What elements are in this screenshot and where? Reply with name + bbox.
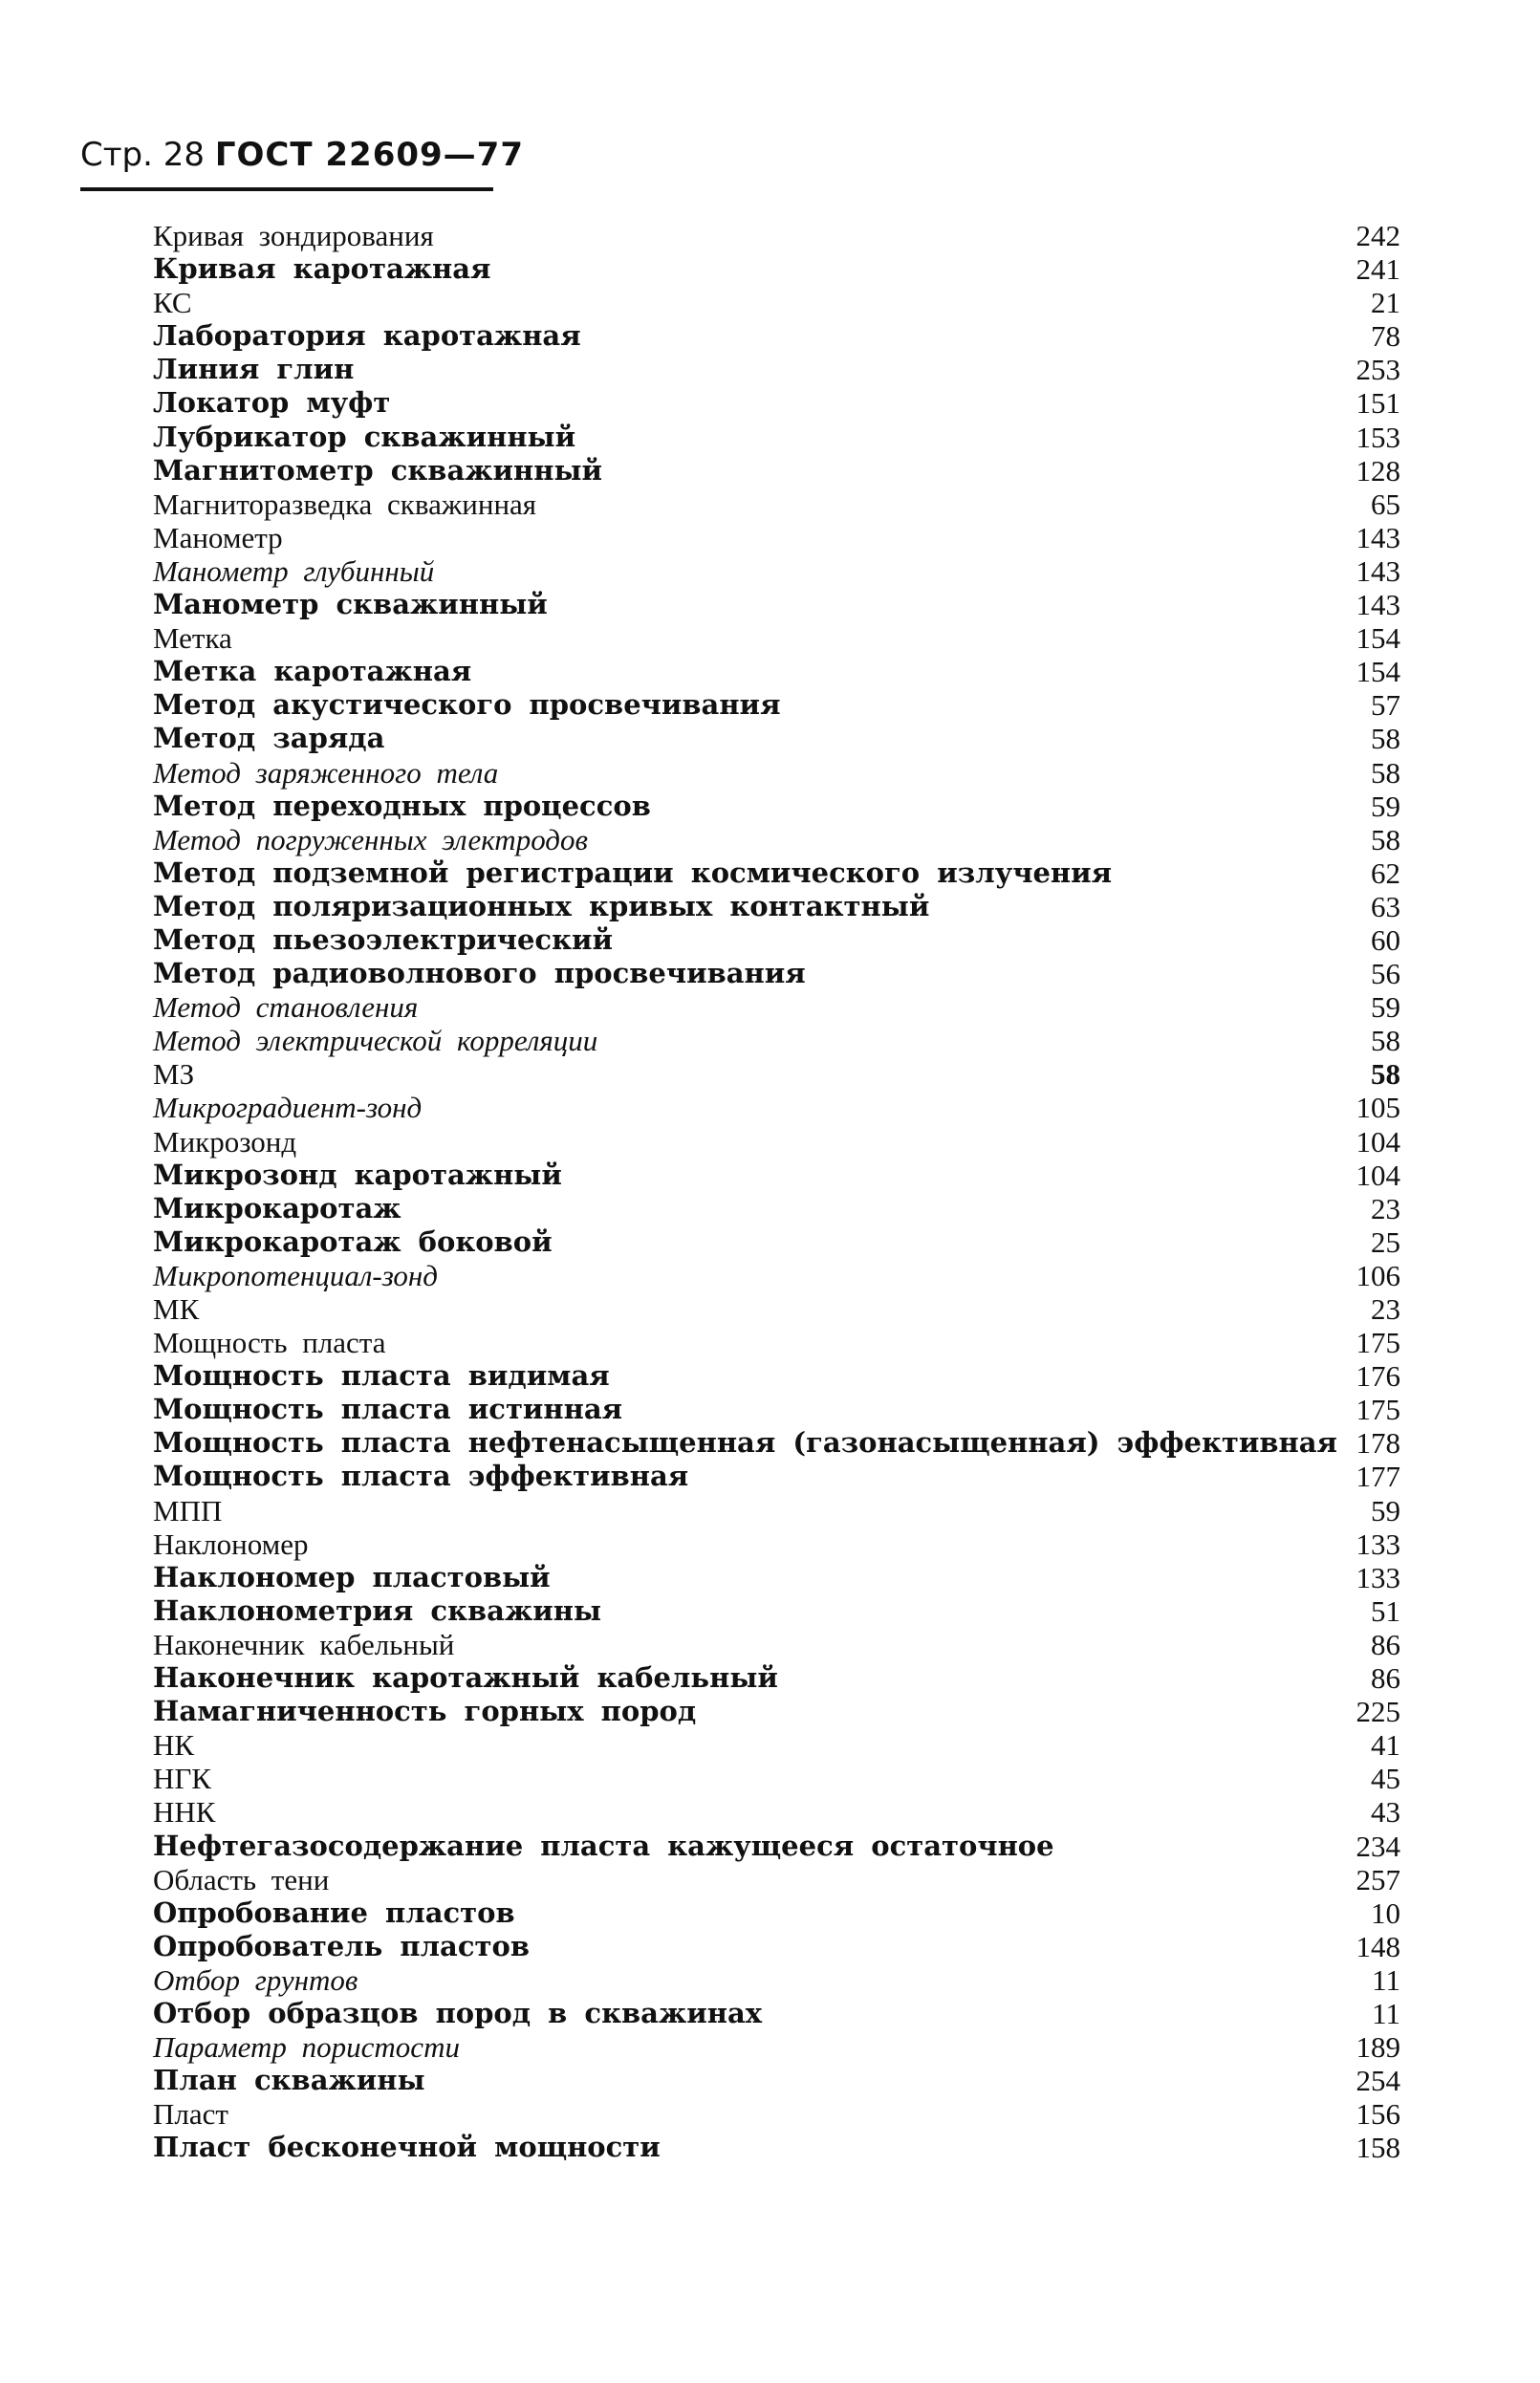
index-page-number: 45: [1371, 1762, 1400, 1796]
page-header: [80, 134, 524, 176]
index-page-number: 104: [1356, 1158, 1400, 1192]
index-page-number: 59: [1371, 789, 1400, 823]
index-entry: [153, 1259, 1400, 1292]
index-page-number: 21: [1371, 286, 1400, 320]
index-term: Микрокаротаж: [153, 1191, 401, 1224]
index-page-number: 241: [1356, 252, 1400, 287]
index-entry: [153, 957, 1400, 990]
term-index-list: [153, 219, 1400, 2164]
index-page-number: 41: [1371, 1728, 1400, 1763]
index-entry: [153, 790, 1400, 823]
index-term: Метод становления: [153, 990, 419, 1025]
page-number-label: Стр. 28: [80, 136, 206, 174]
index-entry: [153, 688, 1400, 722]
index-page-number: 105: [1356, 1091, 1400, 1125]
index-term: Мощность пласта видимая: [153, 1359, 610, 1393]
index-term: Магнитометр скважинный: [153, 453, 603, 487]
index-page-number: 242: [1356, 219, 1400, 252]
index-entry: [153, 1225, 1400, 1259]
index-page-number: 133: [1356, 1560, 1400, 1594]
index-term: Мощность пласта эффективная: [153, 1460, 689, 1493]
index-term: КС: [153, 286, 192, 320]
index-entry: [153, 1359, 1400, 1393]
index-term: Наконечник каротажный кабельный: [153, 1661, 778, 1695]
index-page-number: 254: [1356, 2064, 1400, 2098]
index-page-number: 57: [1371, 688, 1400, 723]
index-term: Отбор грунтов: [153, 1962, 358, 1997]
index-page-number: 156: [1356, 2097, 1400, 2132]
index-page-number: 11: [1372, 1996, 1400, 2030]
index-term: Кривая зондирования: [153, 219, 434, 252]
index-term: МЗ: [153, 1057, 195, 1092]
index-term: НГК: [153, 1762, 211, 1796]
index-entry: [153, 2064, 1400, 2097]
index-term: Нефтегазосодержание пласта кажущееся остаточное: [153, 1829, 1054, 1862]
index-page-number: 58: [1371, 1057, 1400, 1092]
index-page-number: 189: [1356, 2030, 1400, 2065]
index-page-number: 59: [1371, 990, 1400, 1025]
index-entry: [153, 286, 1400, 319]
index-term: Манометр глубинный: [153, 553, 435, 588]
index-entry: [153, 856, 1400, 890]
index-page-number: 151: [1356, 386, 1400, 421]
index-page-number: 143: [1356, 520, 1400, 554]
index-entry: [153, 621, 1400, 655]
index-term: Лубрикатор скважинный: [153, 420, 576, 453]
index-page-number: 175: [1356, 1326, 1400, 1360]
index-term: Манометр скважинный: [153, 588, 548, 621]
index-page-number: 177: [1356, 1460, 1400, 1494]
index-entry: [153, 454, 1400, 487]
index-term: МПП: [153, 1493, 223, 1527]
index-entry: [153, 1695, 1400, 1728]
index-term: Манометр: [153, 520, 283, 554]
index-page-number: 62: [1371, 856, 1400, 890]
index-term: Отбор образцов пород в скважинах: [153, 1996, 763, 2029]
index-page-number: 58: [1371, 1024, 1400, 1058]
index-entry: [153, 1494, 1400, 1527]
index-term: Мощность пласта истинная: [153, 1393, 623, 1426]
index-term: Метод электрической корреляции: [153, 1024, 598, 1058]
index-term: Намагниченность горных пород: [153, 1695, 697, 1728]
index-term: Метод поляризационных кривых контактный: [153, 889, 930, 922]
index-term: Мощность пласта: [153, 1326, 386, 1360]
index-entry: [153, 1963, 1400, 1997]
index-page-number: 104: [1356, 1124, 1400, 1159]
index-entry: [153, 1830, 1400, 1863]
index-term: Метод радиоволнового просвечивания: [153, 957, 806, 990]
index-entry: [153, 1527, 1400, 1561]
index-page-number: 178: [1356, 1426, 1400, 1461]
index-term: ННК: [153, 1795, 216, 1830]
index-page-number: 86: [1371, 1661, 1400, 1696]
index-term: Магниторазведка скважинная: [153, 487, 537, 521]
index-page-number: 78: [1371, 319, 1400, 354]
index-term: НК: [153, 1728, 195, 1763]
index-term: Метод погруженных электродов: [153, 822, 588, 856]
index-entry: [153, 923, 1400, 957]
index-term: План скважины: [153, 2064, 425, 2097]
index-entry: [153, 421, 1400, 454]
index-entry: [153, 1125, 1400, 1159]
index-page-number: 23: [1371, 1191, 1400, 1225]
index-page-number: 25: [1371, 1224, 1400, 1259]
index-page-number: 11: [1372, 1962, 1400, 1997]
index-page-number: 59: [1371, 1493, 1400, 1527]
index-entry: [153, 1863, 1400, 1896]
index-entry: [153, 2131, 1400, 2164]
index-term: Лаборатория каротажная: [153, 319, 581, 353]
index-entry: [153, 990, 1400, 1024]
index-entry: [153, 1997, 1400, 2030]
index-page-number: 257: [1356, 1862, 1400, 1896]
index-entry: [153, 1628, 1400, 1661]
index-page-number: 154: [1356, 655, 1400, 689]
index-term: Пласт бесконечной мощности: [153, 2131, 661, 2164]
index-term: Микропотенциал-зонд: [153, 1258, 438, 1292]
index-term: Мощность пласта нефтенасыщенная (газонасыщенная) эффективная: [153, 1426, 1337, 1460]
index-page-number: 143: [1356, 588, 1400, 622]
index-term: Микрозонд: [153, 1124, 297, 1159]
index-term: Метка: [153, 621, 232, 656]
index-entry: [153, 1795, 1400, 1829]
index-page-number: 58: [1371, 755, 1400, 790]
index-entry: [153, 521, 1400, 554]
index-page-number: 56: [1371, 957, 1400, 991]
index-entry: [153, 1393, 1400, 1426]
index-term: Метод заряда: [153, 722, 385, 755]
index-entry: [153, 2030, 1400, 2064]
index-page-number: 51: [1371, 1593, 1400, 1628]
index-entry: [153, 1057, 1400, 1091]
index-page-number: 148: [1356, 1929, 1400, 1963]
index-page-number: 153: [1356, 420, 1400, 454]
index-page-number: 143: [1356, 553, 1400, 588]
index-page-number: 60: [1371, 922, 1400, 957]
index-term: Линия глин: [153, 353, 355, 386]
index-page-number: 43: [1371, 1795, 1400, 1830]
index-entry: [153, 2097, 1400, 2131]
index-entry: [153, 1159, 1400, 1192]
index-entry: [153, 219, 1400, 252]
index-term: Метод акустического просвечивания: [153, 688, 781, 722]
index-term: Область тени: [153, 1862, 330, 1896]
index-entry: [153, 1426, 1400, 1460]
index-entry: [153, 1192, 1400, 1225]
index-entry: [153, 1930, 1400, 1963]
index-term: Опробование пластов: [153, 1896, 515, 1929]
index-page-number: 225: [1356, 1695, 1400, 1729]
index-entry: [153, 756, 1400, 790]
index-term: Пласт: [153, 2097, 228, 2132]
index-term: Наклономер: [153, 1527, 309, 1561]
index-entry: [153, 319, 1400, 353]
index-page-number: 106: [1356, 1258, 1400, 1292]
index-term: Микроградиент-зонд: [153, 1091, 423, 1125]
index-entry: [153, 1091, 1400, 1124]
index-entry: [153, 655, 1400, 688]
index-term: Метод пьезоэлектрический: [153, 922, 614, 956]
index-term: Кривая каротажная: [153, 252, 491, 286]
index-term: Наклономер пластовый: [153, 1560, 551, 1593]
index-page-number: 86: [1371, 1627, 1400, 1661]
index-page-number: 58: [1371, 822, 1400, 856]
index-entry: [153, 1594, 1400, 1628]
header-divider: [80, 187, 493, 191]
index-page-number: 176: [1356, 1359, 1400, 1394]
index-term: Наклонометрия скважины: [153, 1593, 602, 1627]
index-entry: [153, 1728, 1400, 1762]
index-page-number: 158: [1356, 2131, 1400, 2165]
index-entry: [153, 823, 1400, 856]
index-page-number: 175: [1356, 1393, 1400, 1427]
index-page-number: 23: [1371, 1292, 1400, 1326]
index-page-number: 58: [1371, 722, 1400, 756]
index-term: Метод заряженного тела: [153, 755, 499, 790]
index-page-number: 65: [1371, 487, 1400, 521]
index-entry: [153, 1460, 1400, 1493]
index-term: МК: [153, 1292, 200, 1326]
index-entry: [153, 1326, 1400, 1359]
index-page-number: 133: [1356, 1527, 1400, 1561]
index-page-number: 154: [1356, 621, 1400, 656]
standard-designation: ГОСТ 22609—77: [214, 136, 524, 174]
index-entry: [153, 1762, 1400, 1795]
index-term: Микрозонд каротажный: [153, 1158, 562, 1191]
index-term: Параметр пористости: [153, 2030, 460, 2065]
index-page-number: 63: [1371, 889, 1400, 923]
index-page-number: 234: [1356, 1829, 1400, 1863]
index-entry: [153, 386, 1400, 420]
index-term: Опробователь пластов: [153, 1929, 530, 1962]
index-entry: [153, 1896, 1400, 1930]
index-term: Метод подземной регистрации космического излучения: [153, 856, 1113, 889]
index-entry: [153, 554, 1400, 588]
index-entry: [153, 487, 1400, 521]
index-page-number: 128: [1356, 453, 1400, 487]
index-entry: [153, 1292, 1400, 1326]
index-entry: [153, 890, 1400, 923]
index-entry: [153, 353, 1400, 386]
index-term: Метка каротажная: [153, 655, 472, 688]
index-entry: [153, 252, 1400, 286]
index-page-number: 253: [1356, 353, 1400, 387]
index-entry: [153, 722, 1400, 755]
index-term: Локатор муфт: [153, 386, 391, 420]
index-term: Наконечник кабельный: [153, 1627, 455, 1661]
index-term: Метод переходных процессов: [153, 789, 651, 822]
index-entry: [153, 1561, 1400, 1594]
index-entry: [153, 1661, 1400, 1695]
index-term: Микрокаротаж боковой: [153, 1224, 553, 1258]
index-page-number: 10: [1371, 1896, 1400, 1930]
index-entry: [153, 1024, 1400, 1057]
index-entry: [153, 588, 1400, 621]
